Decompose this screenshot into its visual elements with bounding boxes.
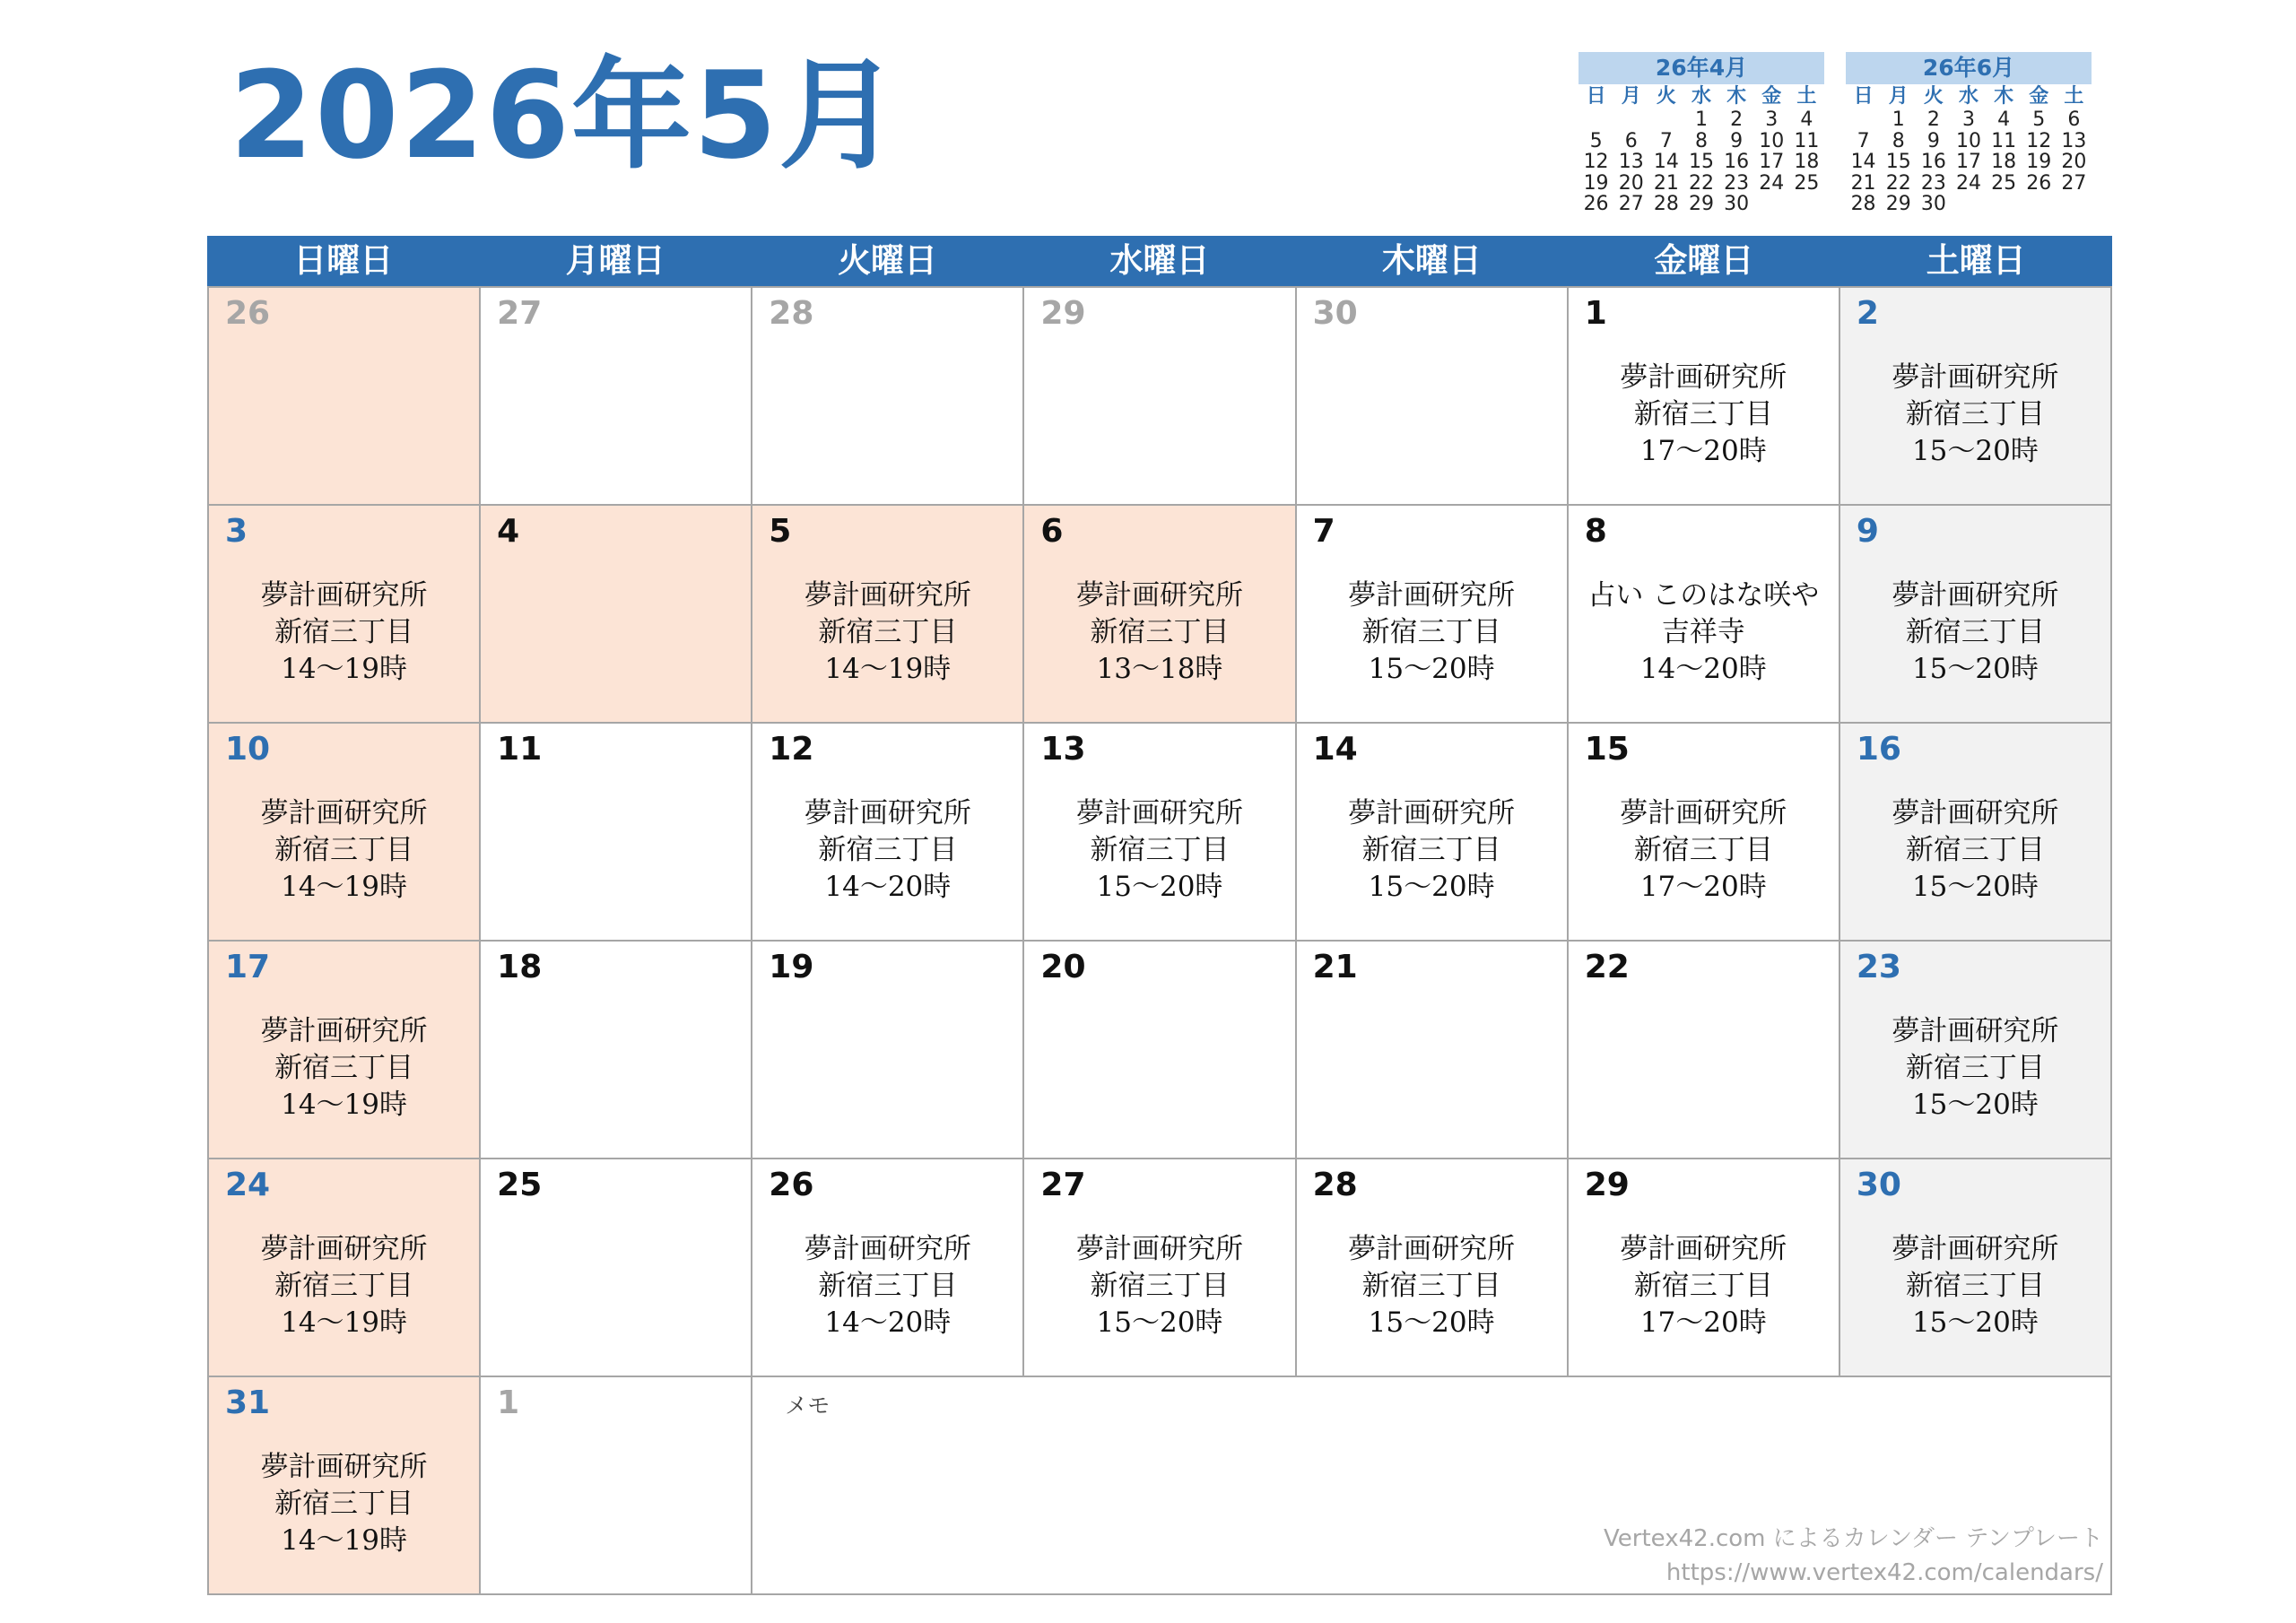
day-number: 19	[769, 949, 814, 985]
day-cell[interactable]	[1840, 1159, 2112, 1377]
mini-day	[1754, 215, 1789, 237]
mini-day: 13	[2061, 129, 2087, 152]
day-cell[interactable]	[481, 1159, 752, 1377]
event-text: 夢計画研究所 新宿三丁目 14～20時	[804, 1233, 971, 1339]
mini-day: 21	[1850, 171, 1876, 195]
mini-day	[1789, 215, 1824, 237]
weekday-label: 火曜日	[838, 241, 938, 280]
day-cell[interactable]	[1297, 506, 1569, 724]
day-number: 6	[1040, 513, 1064, 550]
event-text: 夢計画研究所 新宿三丁目 15～20時	[1348, 1233, 1516, 1339]
day-number: 26	[225, 295, 271, 332]
mini-day: 12	[1583, 151, 1609, 173]
mini-dow: 日	[1586, 85, 1606, 108]
day-cell[interactable]	[1297, 1159, 1569, 1377]
day-cell[interactable]	[1569, 942, 1840, 1159]
day-number: 18	[497, 949, 543, 985]
mini-day: 15	[1688, 151, 1714, 173]
day-cell[interactable]	[1024, 724, 1296, 942]
mini-day: 29	[1885, 193, 1911, 215]
day-cell[interactable]	[1297, 942, 1569, 1159]
mini-day: 15	[1885, 151, 1911, 173]
weekday-label: 土曜日	[1926, 241, 2026, 280]
day-cell[interactable]	[752, 288, 1024, 506]
event-text: 夢計画研究所 新宿三丁目 15～20時	[1348, 797, 1516, 903]
day-cell[interactable]	[209, 288, 481, 506]
weekday-label: 木曜日	[1381, 241, 1482, 280]
mini-day: 6	[2067, 108, 2081, 131]
day-number: 30	[1312, 295, 1358, 332]
day-number: 11	[497, 731, 543, 768]
mini-day: 22	[1885, 171, 1911, 195]
day-cell[interactable]	[1569, 288, 1840, 506]
mini-dow: 月	[1621, 85, 1641, 108]
event-text: 夢計画研究所 新宿三丁目 14～19時	[260, 1015, 428, 1121]
mini-day: 10	[1955, 129, 1981, 152]
weekday-label: 日曜日	[293, 241, 394, 280]
day-number: 21	[1312, 949, 1358, 985]
mini-day	[1846, 109, 1881, 131]
mini-day: 23	[1920, 171, 1946, 195]
weekday-label: 月曜日	[565, 241, 665, 280]
mini-day	[1951, 215, 1986, 237]
day-cell[interactable]	[1024, 288, 1296, 506]
day-cell[interactable]	[209, 724, 481, 942]
credit	[1604, 1522, 2103, 1590]
day-cell[interactable]	[1840, 288, 2112, 506]
day-number: 8	[1584, 513, 1607, 550]
day-cell[interactable]	[1024, 1159, 1296, 1377]
day-number: 13	[1040, 731, 1086, 768]
mini-day: 21	[1653, 171, 1679, 195]
event-text: 夢計画研究所 新宿三丁目 15～20時	[1892, 1233, 2059, 1339]
mini-day: 6	[1624, 129, 1638, 152]
mini-day	[1987, 194, 2022, 215]
mini-dow: 月	[1888, 85, 1909, 108]
mini-day: 30	[1920, 193, 1946, 215]
mini-day: 23	[1724, 171, 1750, 195]
mini-dow: 火	[1923, 85, 1944, 108]
event-text: 夢計画研究所 新宿三丁目 17～20時	[1620, 361, 1787, 467]
day-cell[interactable]	[1297, 724, 1569, 942]
mini-day	[1951, 194, 1986, 215]
mini-day: 25	[1991, 171, 2017, 195]
day-number: 27	[1040, 1167, 1086, 1203]
event-text: 夢計画研究所 新宿三丁目 14～20時	[804, 797, 971, 903]
mini-dow: 金	[1761, 85, 1782, 108]
mini-day: 22	[1688, 171, 1714, 195]
mini-day: 20	[2061, 151, 2087, 173]
event-text: 夢計画研究所 新宿三丁目 14～19時	[804, 579, 971, 685]
day-number: 28	[1312, 1167, 1358, 1203]
day-number: 10	[225, 731, 271, 768]
day-number: 14	[1312, 731, 1358, 768]
mini-day: 3	[1961, 108, 1975, 131]
mini-day	[1613, 215, 1648, 237]
mini-day: 9	[1730, 129, 1744, 152]
day-cell[interactable]	[209, 1377, 481, 1595]
mini-day: 8	[1892, 129, 1905, 152]
mini-dow: 水	[1958, 85, 1979, 108]
day-number: 27	[497, 295, 543, 332]
mini-calendar-title: 26年6月	[1846, 52, 2092, 84]
day-number: 29	[1040, 295, 1086, 332]
day-number: 30	[1856, 1167, 1901, 1203]
mini-day: 11	[1794, 129, 1820, 152]
mini-day: 29	[1688, 193, 1714, 215]
day-cell[interactable]	[752, 506, 1024, 724]
mini-day	[1987, 215, 2022, 237]
mini-dow: 火	[1656, 85, 1676, 108]
mini-calendar-prev	[1578, 52, 1824, 236]
mini-dow: 水	[1691, 85, 1711, 108]
mini-day: 24	[1955, 171, 1981, 195]
mini-day: 2	[1926, 108, 1940, 131]
mini-day	[1916, 215, 1951, 237]
day-number: 3	[225, 513, 248, 550]
day-cell[interactable]	[481, 288, 752, 506]
mini-day: 19	[1583, 171, 1609, 195]
mini-dow: 土	[2064, 85, 2084, 108]
day-number: 26	[769, 1167, 814, 1203]
day-grid	[207, 286, 2112, 1595]
mini-day: 12	[2026, 129, 2052, 152]
day-number: 1	[1584, 295, 1607, 332]
mini-day	[1719, 215, 1754, 237]
page-title: 2026年5月	[230, 46, 901, 186]
event-text: 夢計画研究所 新宿三丁目 15～20時	[1075, 797, 1243, 903]
day-number: 15	[1584, 731, 1630, 768]
day-cell[interactable]	[752, 1159, 1024, 1377]
mini-day: 7	[1659, 129, 1673, 152]
memo-label: メモ	[785, 1393, 831, 1419]
mini-day: 18	[1794, 151, 1820, 173]
mini-day: 26	[1583, 193, 1609, 215]
weekday-label: 金曜日	[1654, 241, 1754, 280]
day-cell[interactable]	[209, 1159, 481, 1377]
mini-day	[2022, 194, 2057, 215]
mini-day: 4	[1997, 108, 2011, 131]
day-cell[interactable]	[752, 724, 1024, 942]
mini-day: 28	[1653, 193, 1679, 215]
mini-day: 14	[1850, 151, 1876, 173]
memo-box[interactable]	[752, 1377, 2112, 1595]
mini-day: 27	[2061, 171, 2087, 195]
event-text: 夢計画研究所 新宿三丁目 15～20時	[1348, 579, 1516, 685]
event-text: 占い このはな咲や 吉祥寺 14～20時	[1587, 579, 1820, 685]
mini-day: 8	[1694, 129, 1708, 152]
mini-day: 16	[1920, 151, 1946, 173]
mini-calendar-title: 26年4月	[1578, 52, 1824, 84]
mini-day: 7	[1857, 129, 1870, 152]
mini-day: 24	[1759, 171, 1785, 195]
day-cell[interactable]	[209, 942, 481, 1159]
day-cell[interactable]	[752, 942, 1024, 1159]
day-cell[interactable]	[1024, 506, 1296, 724]
day-number: 23	[1856, 949, 1901, 985]
mini-day	[1578, 215, 1613, 237]
mini-day: 30	[1724, 193, 1750, 215]
mini-day: 19	[2026, 151, 2052, 173]
day-number: 24	[225, 1167, 271, 1203]
day-number: 9	[1856, 513, 1879, 550]
mini-day: 17	[1759, 151, 1785, 173]
mini-calendar-grid	[1578, 84, 1824, 236]
mini-day: 28	[1850, 193, 1876, 215]
mini-day	[1881, 215, 1916, 237]
event-text: 夢計画研究所 新宿三丁目 14～19時	[260, 579, 428, 685]
mini-day	[1648, 215, 1683, 237]
day-number: 12	[769, 731, 814, 768]
mini-day: 17	[1955, 151, 1981, 173]
mini-dow: 土	[1796, 85, 1817, 108]
mini-day	[2022, 215, 2057, 237]
mini-calendar-next	[1846, 52, 2092, 236]
event-text: 夢計画研究所 新宿三丁目 15～20時	[1892, 361, 2059, 467]
day-number: 1	[497, 1384, 520, 1421]
day-cell[interactable]	[209, 506, 481, 724]
mini-day: 3	[1765, 108, 1779, 131]
day-number: 25	[497, 1167, 543, 1203]
event-text: 夢計画研究所 新宿三丁目 17～20時	[1620, 797, 1787, 903]
day-number: 22	[1584, 949, 1630, 985]
day-number: 29	[1584, 1167, 1630, 1203]
day-cell[interactable]	[1840, 942, 2112, 1159]
event-text: 夢計画研究所 新宿三丁目 15～20時	[1892, 797, 2059, 903]
event-text: 夢計画研究所 新宿三丁目 15～20時	[1075, 1233, 1243, 1339]
day-cell[interactable]	[1840, 506, 2112, 724]
mini-day: 13	[1618, 151, 1644, 173]
weekday-label: 水曜日	[1109, 241, 1210, 280]
day-number: 17	[225, 949, 271, 985]
mini-day: 25	[1794, 171, 1820, 195]
day-cell[interactable]	[1569, 724, 1840, 942]
day-cell[interactable]	[1569, 1159, 1840, 1377]
day-cell[interactable]	[1297, 288, 1569, 506]
mini-day	[1789, 194, 1824, 215]
mini-day: 26	[2026, 171, 2052, 195]
day-cell[interactable]	[481, 506, 752, 724]
mini-day: 11	[1991, 129, 2017, 152]
event-text: 夢計画研究所 新宿三丁目 14～19時	[260, 797, 428, 903]
mini-day	[2057, 215, 2092, 237]
day-number: 2	[1856, 295, 1879, 332]
day-number: 28	[769, 295, 814, 332]
mini-day: 4	[1800, 108, 1813, 131]
day-number: 16	[1856, 731, 1901, 768]
day-cell[interactable]	[1840, 724, 2112, 942]
mini-day	[2057, 194, 2092, 215]
day-number: 31	[225, 1384, 271, 1421]
mini-dow: 木	[1994, 85, 2014, 108]
weekday-header	[207, 236, 2112, 286]
mini-day: 5	[1589, 129, 1603, 152]
mini-day	[1648, 109, 1683, 131]
mini-day: 5	[2032, 108, 2046, 131]
mini-dow: 金	[2029, 85, 2049, 108]
mini-day: 2	[1730, 108, 1744, 131]
mini-day: 27	[1618, 193, 1644, 215]
mini-day	[1613, 109, 1648, 131]
event-text: 夢計画研究所 新宿三丁目 14～19時	[260, 1233, 428, 1339]
day-cell[interactable]	[481, 724, 752, 942]
mini-day	[1754, 194, 1789, 215]
event-text: 夢計画研究所 新宿三丁目 13～18時	[1075, 579, 1243, 685]
month-calendar	[207, 236, 2112, 1595]
mini-dow: 木	[1726, 85, 1747, 108]
mini-day	[1578, 109, 1613, 131]
mini-day: 14	[1653, 151, 1679, 173]
mini-dow: 日	[1853, 85, 1874, 108]
mini-calendar-grid	[1846, 84, 2092, 236]
event-text: 夢計画研究所 新宿三丁目 17～20時	[1620, 1233, 1787, 1339]
mini-day: 1	[1694, 108, 1708, 131]
mini-day: 20	[1618, 171, 1644, 195]
day-cell[interactable]	[481, 1377, 752, 1595]
mini-day: 18	[1991, 151, 2017, 173]
event-text: 夢計画研究所 新宿三丁目 15～20時	[1892, 579, 2059, 685]
credit-url: https://www.vertex42.com/calendars/	[1665, 1559, 2103, 1586]
event-text: 夢計画研究所 新宿三丁目 14～19時	[260, 1451, 428, 1557]
mini-day	[1846, 215, 1881, 237]
mini-day: 9	[1926, 129, 1940, 152]
mini-day: 10	[1759, 129, 1785, 152]
credit-line: Vertex42.com によるカレンダー テンプレート	[1604, 1525, 2103, 1552]
day-cell[interactable]	[1569, 506, 1840, 724]
day-number: 7	[1312, 513, 1335, 550]
day-cell[interactable]	[481, 942, 752, 1159]
event-text: 夢計画研究所 新宿三丁目 15～20時	[1892, 1015, 2059, 1121]
day-number: 20	[1040, 949, 1086, 985]
mini-day: 1	[1892, 108, 1905, 131]
day-number: 4	[497, 513, 520, 550]
day-cell[interactable]	[1024, 942, 1296, 1159]
mini-day	[1683, 215, 1718, 237]
day-number: 5	[769, 513, 792, 550]
mini-day: 16	[1724, 151, 1750, 173]
